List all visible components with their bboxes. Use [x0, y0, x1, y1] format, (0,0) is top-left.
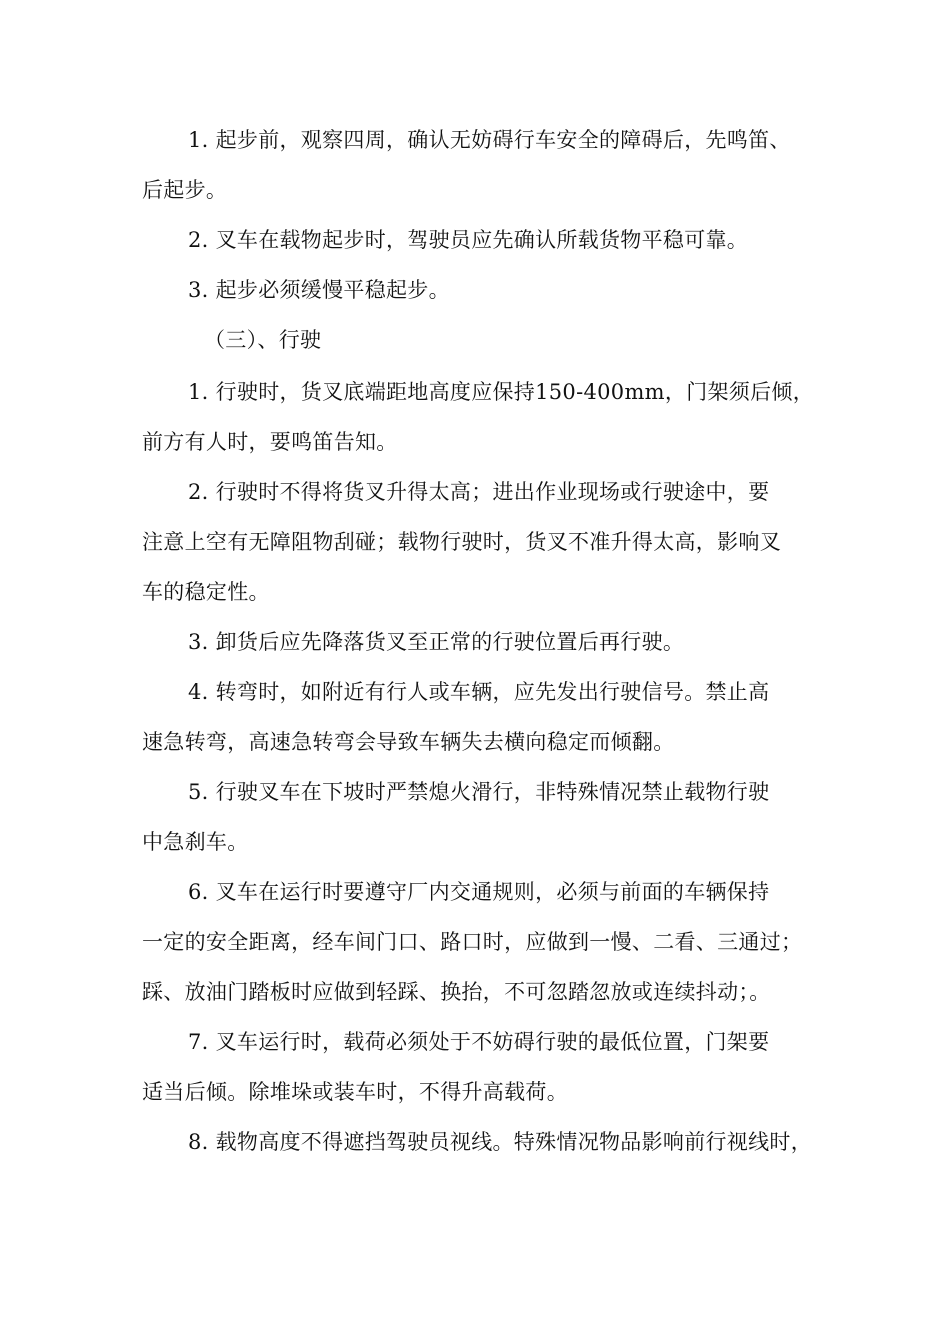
paragraph-line: 8. 载物高度不得遮挡驾驶员视线。特殊情况物品影响前行视线时， — [188, 1130, 813, 1154]
paragraph-line: 注意上空有无障阻物刮碰；载物行驶时，货叉不准升得太高，影响叉 — [142, 530, 781, 554]
paragraph-line: 7. 叉车运行时，载荷必须处于不妨碍行驶的最低位置，门架要 — [188, 1030, 770, 1054]
paragraph-line: 5. 行驶叉车在下坡时严禁熄火滑行，非特殊情况禁止载物行驶 — [188, 780, 770, 804]
paragraph-line: 1. 行驶时，货叉底端距地高度应保持150-400mm，门架须后倾， — [188, 380, 814, 404]
paragraph-line: 2. 叉车在载物起步时，驾驶员应先确认所载货物平稳可靠。 — [188, 228, 749, 252]
paragraph-line: 踩、放油门踏板时应做到轻踩、换抬，不可忽踏忽放或连续抖动；。 — [142, 980, 771, 1004]
paragraph-line: 后起步。 — [142, 178, 228, 202]
paragraph-line: 3. 起步必须缓慢平稳起步。 — [188, 278, 450, 302]
paragraph-line: 速急转弯，高速急转弯会导致车辆失去横向稳定而倾翻。 — [142, 730, 675, 754]
section-heading: （三）、行驶 — [204, 328, 322, 352]
paragraph-line: 车的稳定性。 — [142, 580, 270, 604]
paragraph-line: 适当后倾。除堆垛或装车时，不得升高载荷。 — [142, 1080, 568, 1104]
paragraph-line: 3. 卸货后应先降落货叉至正常的行驶位置后再行驶。 — [188, 630, 685, 654]
paragraph-line: 4. 转弯时，如附近有行人或车辆，应先发出行驶信号。禁止高 — [188, 680, 770, 704]
paragraph-line: 前方有人时，要鸣笛告知。 — [142, 430, 398, 454]
paragraph-line: 2. 行驶时不得将货叉升得太高；进出作业现场或行驶途中，要 — [188, 480, 770, 504]
paragraph-line: 1. 起步前，观察四周，确认无妨碍行车安全的障碍后，先鸣笛、 — [188, 128, 791, 152]
paragraph-line: 中急刹车。 — [142, 830, 249, 854]
paragraph-line: 一定的安全距离，经车间门口、路口时，应做到一慢、二看、三通过； — [142, 930, 803, 954]
paragraph-line: 6. 叉车在运行时要遵守厂内交通规则，必须与前面的车辆保持 — [188, 880, 770, 904]
